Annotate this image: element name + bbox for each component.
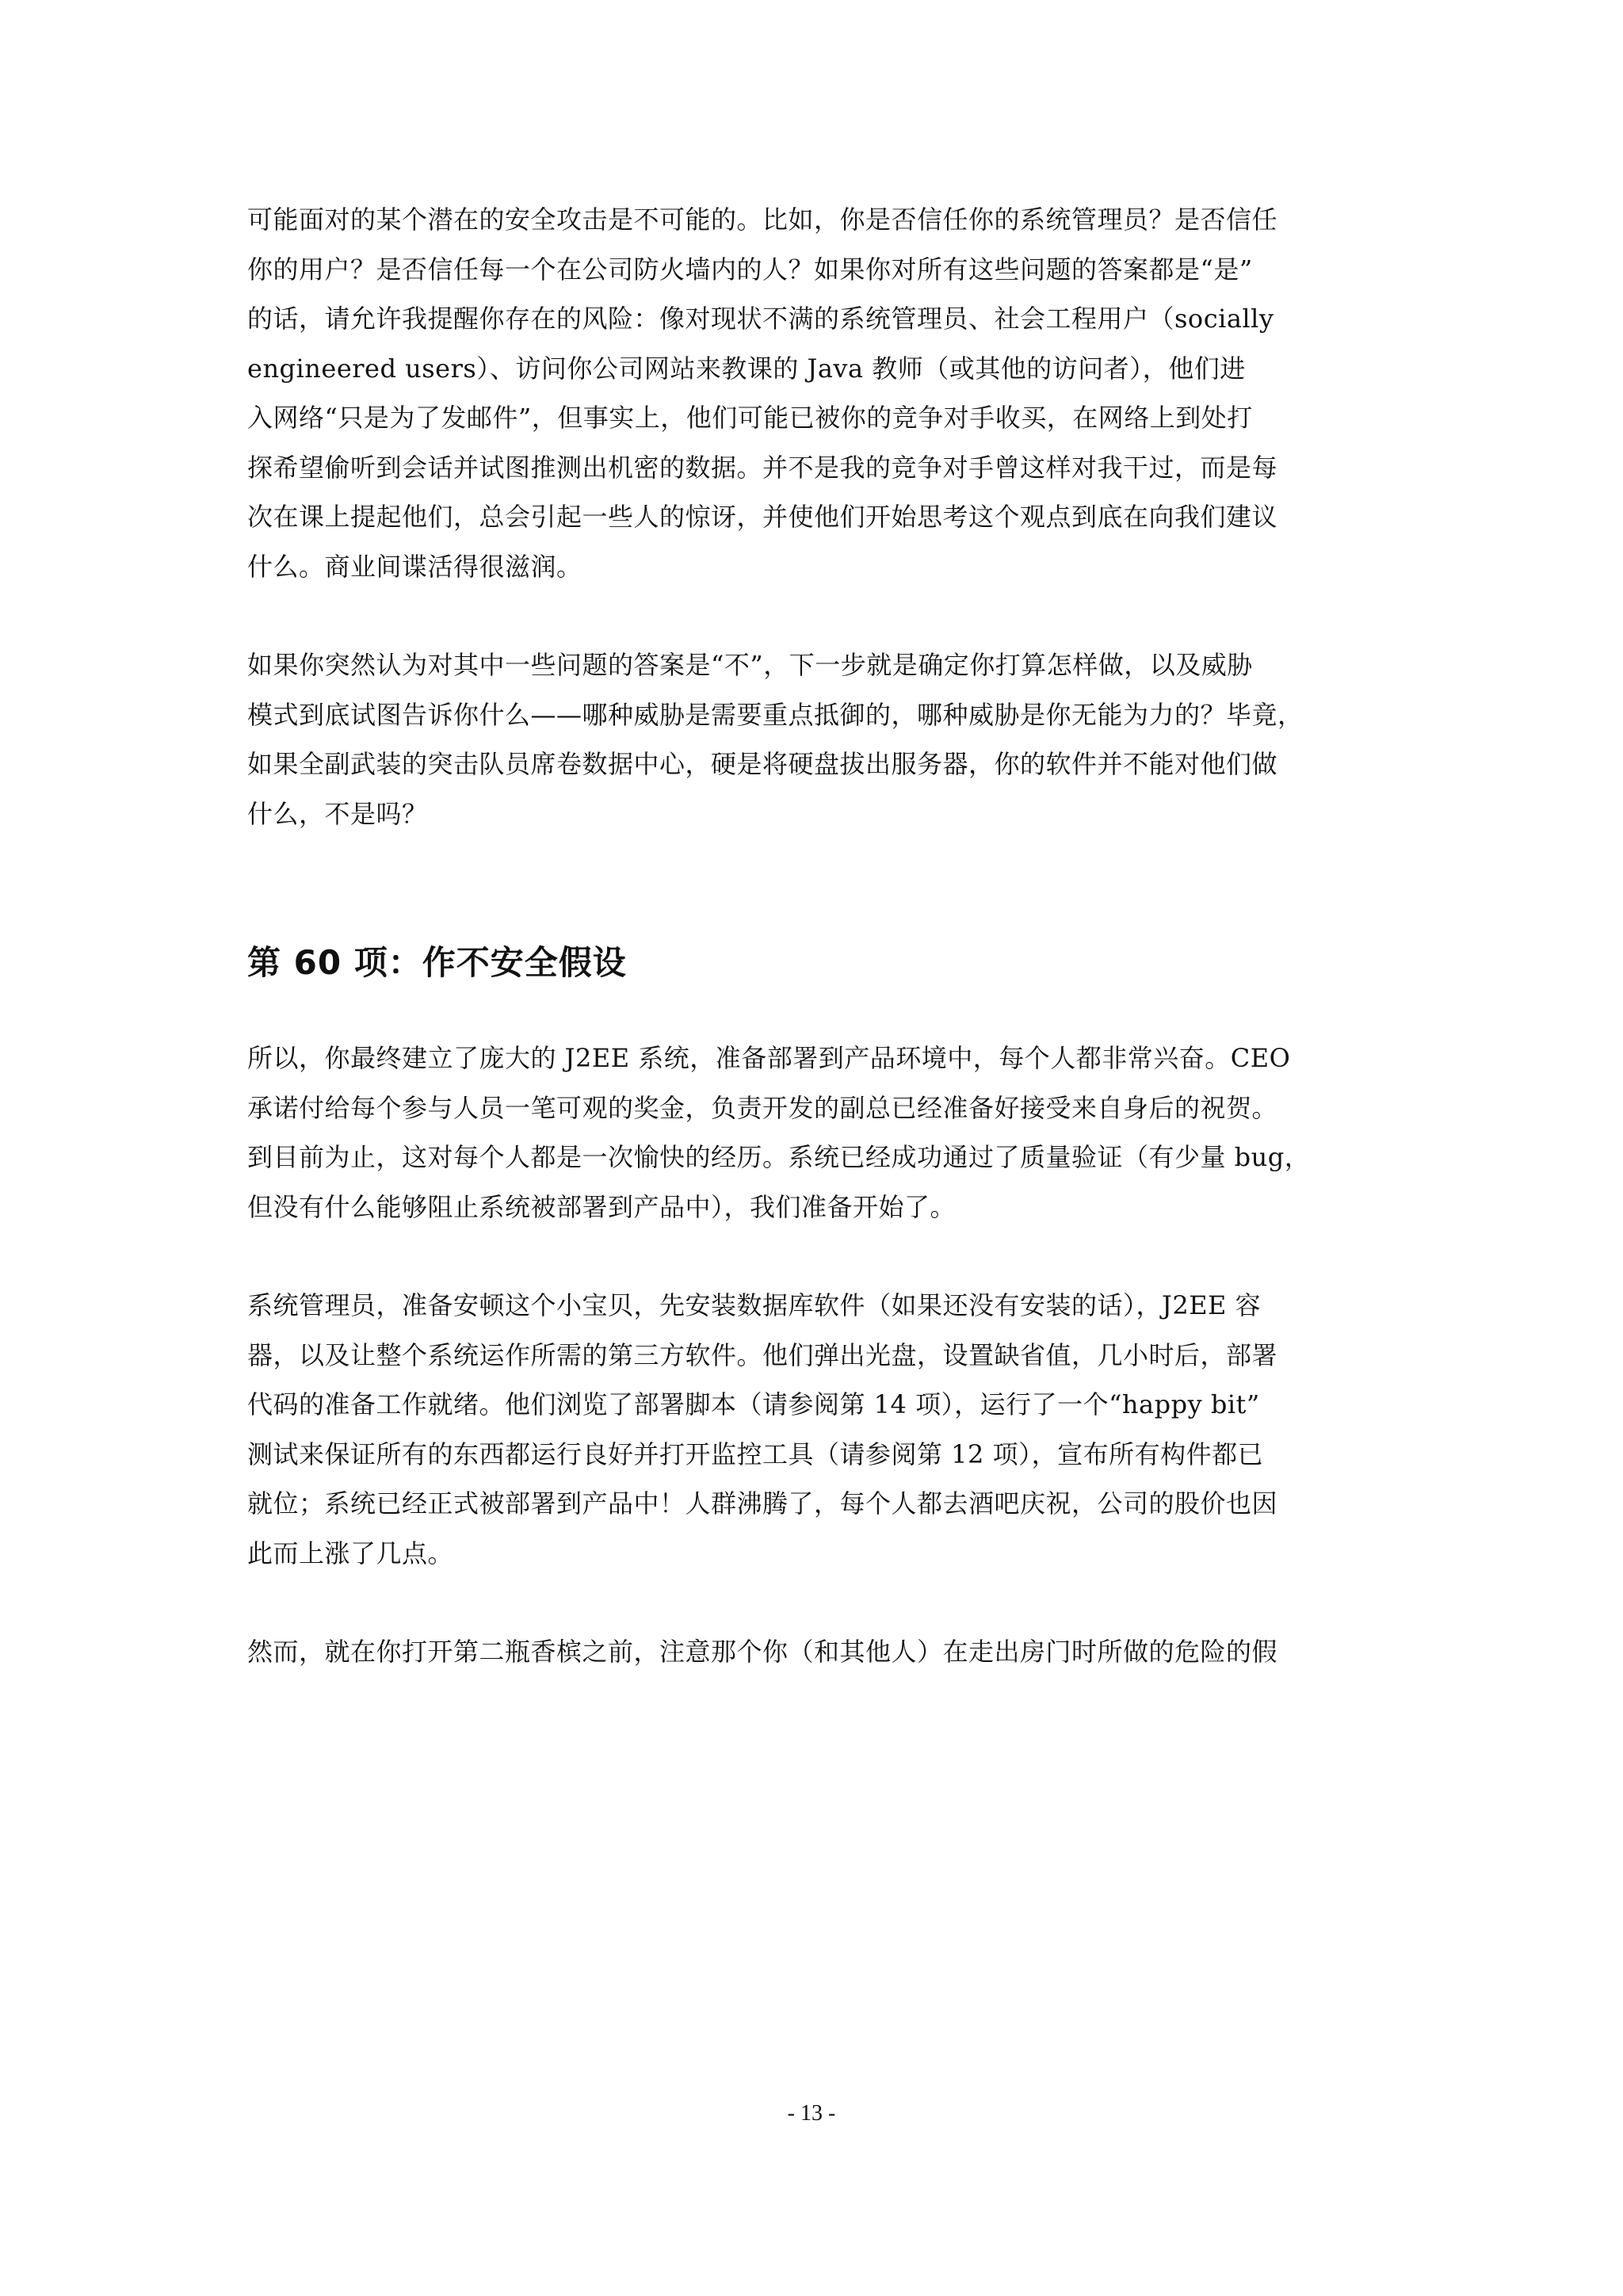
heading-spacer xyxy=(247,988,1381,1033)
paragraph-threat-model: 如果你突然认为对其中一些问题的答案是“不”，下一步就是确定你打算怎样做，以及威胁 模式到底试图告诉你什么——哪种威胁是需要重点抵御的，哪种威胁是你无能为力的？毕竟， 如果全副武装的突击队员席卷数据中心，硬是将硬盘拔出服务器，你的软件并不能对他们做 什么，不是吗？ xyxy=(247,650,1304,829)
page-body xyxy=(247,195,1381,1677)
section-spacer xyxy=(247,839,1381,938)
page-number: - 13 - xyxy=(787,2101,836,2126)
paragraph-spacer xyxy=(247,1578,1381,1627)
paragraph-dangerous-assumption: 然而，就在你打开第二瓶香槟之前，注意那个你（和其他人）在走出房门时所做的危险的假 xyxy=(247,1637,1278,1667)
paragraph-sysadmin-setup: 系统管理员，准备安顿这个小宝贝，先安装数据库软件（如果还没有安装的话），J2EE 容 器，以及让整个系统运作所需的第三方软件。他们弹出光盘，设置缺省值，几小时后，部署 代码的准备工作就绪。他们浏览了部署脚本（请参阅第 14 项），运行了一个“happy bit” 测试来保证所有的东西都运行良好并打开监控工具（请参阅第 12 项），宣布所有构件都已 就位；系统已经正式被部署到产品中！人群沸腾了，每个人都去酒吧庆祝，公司的股价也因 此而上涨了几点。 xyxy=(247,1290,1278,1568)
paragraph-trust-questions: 可能面对的某个潜在的安全攻击是不可能的。比如，你是否信任你的系统管理员？是否信任 你的用户？是否信任每一个在公司防火墙内的人？如果你对所有这些问题的答案都是“是” 的话，请允许我提醒你存在的风险：像对现状不满的系统管理员、社会工程用户（socially engineered users）、访问你公司网站来教课的 Java 教师（或其他的访问者），他们进 入网络“只是为了发邮件”，但事实上，他们可能已被你的竞争对手收买，在网络上到处打 探希望偷听到会话并试图推测出机密的数据。并不是我的竞争对手曾这样对我干过，而是每 次在课上提起他们，总会引起一些人的惊讶，并使他们开始思考这个观点到底在向我们建议 什么。商业间谍活得很滋润。 xyxy=(247,204,1278,582)
paragraph-spacer xyxy=(247,591,1381,640)
paragraph-spacer xyxy=(247,1232,1381,1281)
section-heading: 第 60 项：作不安全假设 xyxy=(247,943,627,982)
paragraph-deployment-intro: 所以，你最终建立了庞大的 J2EE 系统，准备部署到产品环境中，每个人都非常兴奋。CEO 承诺付给每个参与人员一笔可观的奖金，负责开发的副总已经准备好接受来自身后的祝贺。 到目前为止，这对每个人都是一次愉快的经历。系统已经成功通过了质量验证（有少量 bug， 但没有什么能够阻止系统被部署到产品中），我们准备开始了。 xyxy=(247,1043,1311,1222)
